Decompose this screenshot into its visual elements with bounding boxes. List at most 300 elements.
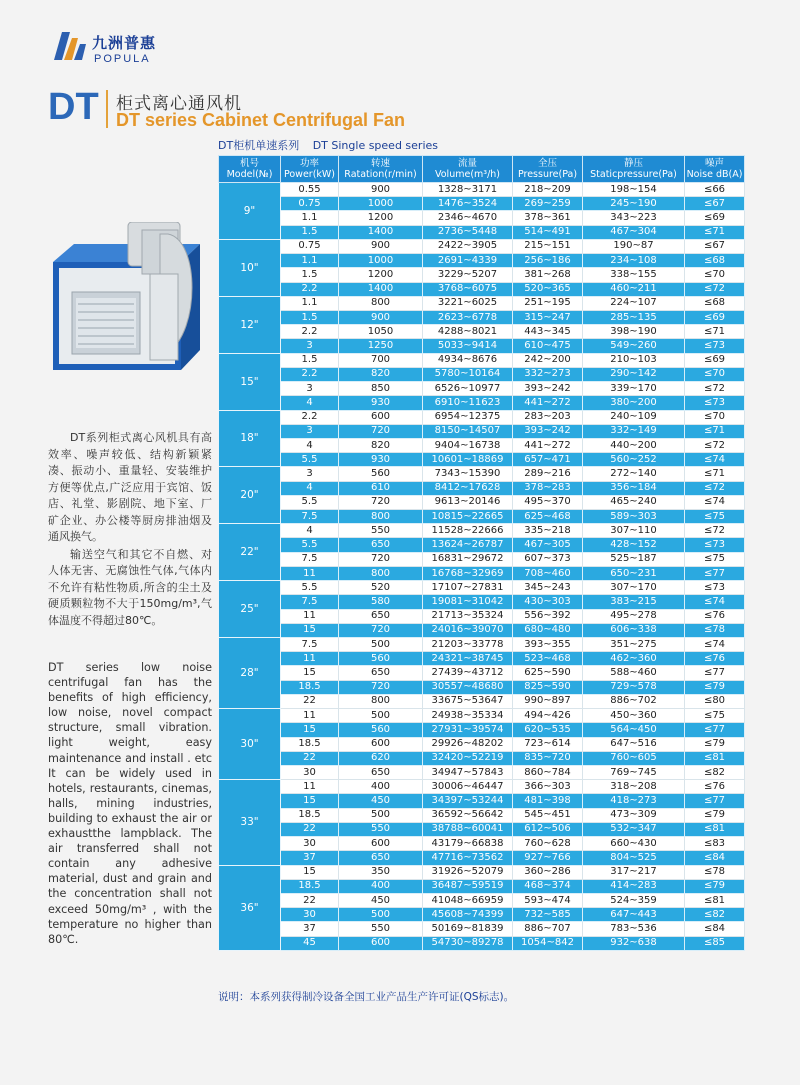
table-cell: ≤77 <box>685 794 745 808</box>
table-cell: ≤75 <box>685 510 745 524</box>
table-row <box>219 510 745 524</box>
table-cell: 315~247 <box>513 310 583 324</box>
table-cell: 612~506 <box>513 822 583 836</box>
table-cell: 17107~27831 <box>423 581 513 595</box>
table-cell: 307~110 <box>583 524 685 538</box>
table-row <box>219 879 745 893</box>
table-cell: 625~468 <box>513 510 583 524</box>
table-cell: ≤73 <box>685 396 745 410</box>
table-cell: ≤73 <box>685 581 745 595</box>
table-cell: 1000 <box>339 197 423 211</box>
table-cell: 43179~66838 <box>423 837 513 851</box>
table-cell: 524~359 <box>583 893 685 907</box>
table-cell: 27439~43712 <box>423 666 513 680</box>
table-row <box>219 822 745 836</box>
table-cell: 620~535 <box>513 723 583 737</box>
table-cell: 332~149 <box>583 424 685 438</box>
table-cell: 514~491 <box>513 225 583 239</box>
table-row <box>219 780 745 794</box>
table-cell: ≤74 <box>685 495 745 509</box>
table-cell: 5.5 <box>281 581 339 595</box>
model-cell: 12" <box>219 296 281 353</box>
table-cell: 1200 <box>339 268 423 282</box>
table-cell: ≤73 <box>685 538 745 552</box>
table-cell: ≤70 <box>685 367 745 381</box>
table-cell: 468~374 <box>513 879 583 893</box>
table-cell: 440~200 <box>583 438 685 452</box>
table-cell: 0.75 <box>281 197 339 211</box>
table-cell: 647~443 <box>583 908 685 922</box>
table-cell: 700 <box>339 353 423 367</box>
table-row <box>219 339 745 353</box>
table-row <box>219 239 745 253</box>
table-cell: 549~260 <box>583 339 685 353</box>
table-cell: ≤68 <box>685 296 745 310</box>
table-cell: 15 <box>281 794 339 808</box>
table-cell: ≤76 <box>685 609 745 623</box>
table-cell: 15 <box>281 723 339 737</box>
table-row <box>219 268 745 282</box>
table-cell: 1050 <box>339 325 423 339</box>
table-cell: 350 <box>339 865 423 879</box>
table-row <box>219 751 745 765</box>
table-cell: 338~155 <box>583 268 685 282</box>
table-cell: 190~87 <box>583 239 685 253</box>
table-cell: 589~303 <box>583 510 685 524</box>
table-row <box>219 865 745 879</box>
table-cell: 560 <box>339 652 423 666</box>
table-row <box>219 495 745 509</box>
table-row <box>219 367 745 381</box>
model-cell: 9" <box>219 183 281 240</box>
table-cell: 650 <box>339 609 423 623</box>
table-cell: ≤76 <box>685 780 745 794</box>
table-cell: 224~107 <box>583 296 685 310</box>
table-cell: 30 <box>281 765 339 779</box>
title-divider <box>106 90 108 128</box>
table-cell: 680~480 <box>513 623 583 637</box>
table-cell: 729~578 <box>583 680 685 694</box>
table-cell: 1400 <box>339 282 423 296</box>
title-cn: 柜式离心通风机 <box>116 94 242 114</box>
table-cell: 198~154 <box>583 183 685 197</box>
table-cell: 8412~17628 <box>423 481 513 495</box>
table-cell: 462~360 <box>583 652 685 666</box>
table-cell: ≤69 <box>685 310 745 324</box>
table-row <box>219 638 745 652</box>
table-cell: 9613~20146 <box>423 495 513 509</box>
header-model: 机号 Model(№) <box>219 156 281 183</box>
table-cell: ≤83 <box>685 837 745 851</box>
model-cell: 22" <box>219 524 281 581</box>
table-cell: 1.5 <box>281 310 339 324</box>
table-row <box>219 197 745 211</box>
table-cell: 1.5 <box>281 353 339 367</box>
table-cell: 38788~60041 <box>423 822 513 836</box>
table-row <box>219 453 745 467</box>
table-cell: 37 <box>281 851 339 865</box>
table-cell: 1.1 <box>281 211 339 225</box>
table-cell: 30557~48680 <box>423 680 513 694</box>
table-cell: 351~275 <box>583 638 685 652</box>
table-cell: 8150~14507 <box>423 424 513 438</box>
table-cell: 720 <box>339 623 423 637</box>
table-cell: 11528~22666 <box>423 524 513 538</box>
table-cell: 9404~16738 <box>423 438 513 452</box>
table-cell: ≤72 <box>685 481 745 495</box>
table-cell: 272~140 <box>583 467 685 481</box>
table-cell: 467~305 <box>513 538 583 552</box>
table-cell: 418~273 <box>583 794 685 808</box>
table-cell: 2.2 <box>281 325 339 339</box>
table-cell: 495~278 <box>583 609 685 623</box>
table-cell: 24016~39070 <box>423 623 513 637</box>
table-cell: ≤72 <box>685 282 745 296</box>
table-cell: 215~151 <box>513 239 583 253</box>
table-cell: 4 <box>281 396 339 410</box>
table-cell: 495~370 <box>513 495 583 509</box>
table-cell: ≤78 <box>685 865 745 879</box>
table-cell: 245~190 <box>583 197 685 211</box>
table-cell: 7.5 <box>281 595 339 609</box>
table-cell: 450 <box>339 893 423 907</box>
table-cell: 593~474 <box>513 893 583 907</box>
table-cell: 560 <box>339 467 423 481</box>
table-cell: ≤84 <box>685 851 745 865</box>
table-cell: 5780~10164 <box>423 367 513 381</box>
table-cell: 11 <box>281 709 339 723</box>
header-pressure: 全压 Pressure(Pa) <box>513 156 583 183</box>
table-cell: ≤79 <box>685 680 745 694</box>
table-cell: ≤81 <box>685 893 745 907</box>
table-cell: 393~242 <box>513 424 583 438</box>
table-cell: 494~426 <box>513 709 583 723</box>
table-cell: 7.5 <box>281 638 339 652</box>
table-cell: 3 <box>281 339 339 353</box>
table-row <box>219 652 745 666</box>
table-cell: 927~766 <box>513 851 583 865</box>
table-header-row <box>219 156 745 183</box>
table-cell: 36487~59519 <box>423 879 513 893</box>
table-cell: 11 <box>281 566 339 580</box>
table-cell: 556~392 <box>513 609 583 623</box>
table-cell: 647~516 <box>583 737 685 751</box>
model-cell: 28" <box>219 638 281 709</box>
table-cell: ≤79 <box>685 737 745 751</box>
table-cell: ≤84 <box>685 922 745 936</box>
table-cell: 600 <box>339 410 423 424</box>
table-cell: 2422~3905 <box>423 239 513 253</box>
table-cell: 307~170 <box>583 581 685 595</box>
table-cell: 723~614 <box>513 737 583 751</box>
table-cell: ≤78 <box>685 623 745 637</box>
header-noise: 噪声 Noise dB(A) <box>685 156 745 183</box>
table-row <box>219 581 745 595</box>
table-cell: 520 <box>339 581 423 595</box>
description-en: DT series low noise centrifugal fan has the benefits of high efficiency, low noise, novel compact structure, small vibration. light weight, easy maintenance and install . etc It can be widely used in hotels, restaurants, cinemas, halls, mining industries, building to exhaust the air or exhaustthe lampblack. The air transferred shall not contain any adhesive material, dust and grain and the concentration shall not exceed 50mg/m³ , with the temperature no higher than 80℃. <box>48 661 212 946</box>
table-cell: 234~108 <box>583 254 685 268</box>
table-row <box>219 709 745 723</box>
table-row <box>219 382 745 396</box>
table-cell: 650 <box>339 666 423 680</box>
description-cn-paragraph: 输送空气和其它不自燃、对人体无害、无腐蚀性气体,气体内不允许有粘性物质,所含的尘土及硬质颗粒物不大于150mg/m³,气体温度不得超过80℃。 <box>48 547 212 627</box>
table-cell: 800 <box>339 510 423 524</box>
table-cell: 932~638 <box>583 936 685 950</box>
table-cell: 708~460 <box>513 566 583 580</box>
table-cell: 650 <box>339 765 423 779</box>
series-code: DT <box>48 86 99 128</box>
table-cell: 441~272 <box>513 438 583 452</box>
table-cell: ≤72 <box>685 382 745 396</box>
table-cell: 625~590 <box>513 666 583 680</box>
table-cell: 18.5 <box>281 808 339 822</box>
table-cell: ≤71 <box>685 424 745 438</box>
table-cell: 560~252 <box>583 453 685 467</box>
table-cell: 378~361 <box>513 211 583 225</box>
table-cell: 3 <box>281 382 339 396</box>
table-cell: 15 <box>281 623 339 637</box>
table-cell: 283~203 <box>513 410 583 424</box>
table-cell: 606~338 <box>583 623 685 637</box>
table-cell: 610~475 <box>513 339 583 353</box>
table-row <box>219 737 745 751</box>
model-cell: 15" <box>219 353 281 410</box>
table-row <box>219 936 745 950</box>
table-cell: ≤70 <box>685 268 745 282</box>
table-cell: ≤74 <box>685 595 745 609</box>
table-cell: ≤69 <box>685 353 745 367</box>
table-cell: ≤67 <box>685 197 745 211</box>
table-cell: 900 <box>339 310 423 324</box>
table-cell: 835~720 <box>513 751 583 765</box>
table-cell: ≤79 <box>685 879 745 893</box>
table-cell: ≤81 <box>685 751 745 765</box>
table-row <box>219 765 745 779</box>
table-row <box>219 623 745 637</box>
table-cell: 400 <box>339 780 423 794</box>
cabinet-fan-image <box>50 222 210 377</box>
table-cell: 10601~18869 <box>423 453 513 467</box>
table-cell: ≤77 <box>685 723 745 737</box>
table-cell: ≤82 <box>685 908 745 922</box>
table-cell: 545~451 <box>513 808 583 822</box>
table-row <box>219 524 745 538</box>
table-cell: 600 <box>339 737 423 751</box>
table-cell: ≤81 <box>685 822 745 836</box>
table-cell: 800 <box>339 296 423 310</box>
table-cell: 460~211 <box>583 282 685 296</box>
table-cell: 4 <box>281 438 339 452</box>
table-row <box>219 211 745 225</box>
table-cell: 22 <box>281 751 339 765</box>
table-row <box>219 694 745 708</box>
table-cell: ≤71 <box>685 467 745 481</box>
header-static-pressure: 静压 Staticpressure(Pa) <box>583 156 685 183</box>
table-cell: 1400 <box>339 225 423 239</box>
table-cell: 441~272 <box>513 396 583 410</box>
table-cell: ≤77 <box>685 566 745 580</box>
table-cell: 820 <box>339 438 423 452</box>
table-cell: ≤74 <box>685 638 745 652</box>
table-cell: 769~745 <box>583 765 685 779</box>
table-cell: 398~190 <box>583 325 685 339</box>
model-cell: 18" <box>219 410 281 467</box>
table-cell: 588~460 <box>583 666 685 680</box>
table-row <box>219 680 745 694</box>
table-cell: 7.5 <box>281 552 339 566</box>
table-row <box>219 666 745 680</box>
table-cell: 45 <box>281 936 339 950</box>
table-cell: 32420~52219 <box>423 751 513 765</box>
table-cell: 3229~5207 <box>423 268 513 282</box>
table-cell: 400 <box>339 879 423 893</box>
description-cn-paragraph: DT系列柜式离心风机具有高效率、噪声较低、结构新颖紧凑、振动小、重量轻、安装维护方便等优点,广泛应用于宾馆、饭店、礼堂、影剧院、地下室、厂矿企业、办公楼等厨房排油烟及通风换气。 <box>48 431 212 543</box>
table-cell: 393~355 <box>513 638 583 652</box>
table-cell: 560 <box>339 723 423 737</box>
table-cell: 2.2 <box>281 282 339 296</box>
table-cell: 520~365 <box>513 282 583 296</box>
table-cell: 30 <box>281 908 339 922</box>
table-cell: 550 <box>339 524 423 538</box>
table-cell: 21203~33778 <box>423 638 513 652</box>
table-cell: 10815~22665 <box>423 510 513 524</box>
table-cell: 2.2 <box>281 367 339 381</box>
table-cell: ≤68 <box>685 254 745 268</box>
table-row <box>219 893 745 907</box>
table-cell: 500 <box>339 908 423 922</box>
table-cell: 4288~8021 <box>423 325 513 339</box>
table-row <box>219 808 745 822</box>
table-cell: 600 <box>339 936 423 950</box>
table-row <box>219 908 745 922</box>
table-cell: 34397~53244 <box>423 794 513 808</box>
table-cell: 804~525 <box>583 851 685 865</box>
table-cell: 2736~5448 <box>423 225 513 239</box>
table-cell: 335~218 <box>513 524 583 538</box>
table-cell: 500 <box>339 709 423 723</box>
table-cell: 1.1 <box>281 296 339 310</box>
table-cell: 16831~29672 <box>423 552 513 566</box>
table-cell: 825~590 <box>513 680 583 694</box>
table-cell: 289~216 <box>513 467 583 481</box>
table-cell: 5.5 <box>281 495 339 509</box>
table-row <box>219 410 745 424</box>
table-cell: 6910~11623 <box>423 396 513 410</box>
table-cell: 886~707 <box>513 922 583 936</box>
table-cell: 345~243 <box>513 581 583 595</box>
table-cell: 800 <box>339 694 423 708</box>
table-cell: 381~268 <box>513 268 583 282</box>
table-cell: 393~242 <box>513 382 583 396</box>
table-row <box>219 282 745 296</box>
table-cell: 24938~35334 <box>423 709 513 723</box>
table-cell: 7343~15390 <box>423 467 513 481</box>
brand-name-en: POPULA <box>94 53 151 65</box>
popula-logo-icon <box>48 28 88 62</box>
table-cell: 332~273 <box>513 367 583 381</box>
table-cell: 930 <box>339 396 423 410</box>
table-cell: 1250 <box>339 339 423 353</box>
table-cell: 3 <box>281 424 339 438</box>
table-cell: 22 <box>281 893 339 907</box>
table-row <box>219 481 745 495</box>
table-row <box>219 225 745 239</box>
table-cell: 16768~32969 <box>423 566 513 580</box>
table-cell: 607~373 <box>513 552 583 566</box>
table-cell: 430~303 <box>513 595 583 609</box>
table-cell: 650 <box>339 538 423 552</box>
table-cell: 1054~842 <box>513 936 583 950</box>
table-cell: 356~184 <box>583 481 685 495</box>
table-cell: 4 <box>281 524 339 538</box>
table-cell: 50169~81839 <box>423 922 513 936</box>
table-cell: 18.5 <box>281 737 339 751</box>
table-cell: 24321~38745 <box>423 652 513 666</box>
table-cell: 339~170 <box>583 382 685 396</box>
table-row <box>219 438 745 452</box>
table-cell: 15 <box>281 865 339 879</box>
table-cell: 990~897 <box>513 694 583 708</box>
table-cell: 317~217 <box>583 865 685 879</box>
table-cell: 500 <box>339 638 423 652</box>
table-cell: 620 <box>339 751 423 765</box>
table-cell: 11 <box>281 652 339 666</box>
table-cell: 1000 <box>339 254 423 268</box>
table-cell: 218~209 <box>513 183 583 197</box>
table-cell: 34947~57843 <box>423 765 513 779</box>
table-row <box>219 254 745 268</box>
table-cell: 22 <box>281 822 339 836</box>
table-cell: 251~195 <box>513 296 583 310</box>
table-cell: 1.5 <box>281 268 339 282</box>
table-cell: 5.5 <box>281 453 339 467</box>
table-cell: 242~200 <box>513 353 583 367</box>
table-cell: 37 <box>281 922 339 936</box>
header-volume: 流量 Volume(m³/h) <box>423 156 513 183</box>
table-cell: 18.5 <box>281 680 339 694</box>
table-cell: 6954~12375 <box>423 410 513 424</box>
table-cell: 31926~52079 <box>423 865 513 879</box>
table-cell: 414~283 <box>583 879 685 893</box>
footnote: 说明：本系列获得制冷设备全国工业产品生产许可证(QS标志)。 <box>218 991 515 1003</box>
model-cell: 25" <box>219 581 281 638</box>
table-cell: 4 <box>281 481 339 495</box>
table-cell: 290~142 <box>583 367 685 381</box>
spec-table <box>218 155 745 951</box>
table-cell: 930 <box>339 453 423 467</box>
table-row <box>219 837 745 851</box>
table-cell: 36592~56642 <box>423 808 513 822</box>
table-row <box>219 296 745 310</box>
table-row <box>219 538 745 552</box>
table-row <box>219 325 745 339</box>
table-cell: ≤67 <box>685 239 745 253</box>
table-cell: 3768~6075 <box>423 282 513 296</box>
table-cell: 30006~46447 <box>423 780 513 794</box>
table-cell: 650~231 <box>583 566 685 580</box>
table-cell: 467~304 <box>583 225 685 239</box>
table-cell: 269~259 <box>513 197 583 211</box>
description-cn <box>48 430 212 630</box>
table-cell: 30 <box>281 837 339 851</box>
table-cell: ≤69 <box>685 211 745 225</box>
table-cell: 523~468 <box>513 652 583 666</box>
table-cell: ≤75 <box>685 552 745 566</box>
model-cell: 20" <box>219 467 281 524</box>
table-row <box>219 183 745 197</box>
table-row <box>219 851 745 865</box>
table-cell: 360~286 <box>513 865 583 879</box>
